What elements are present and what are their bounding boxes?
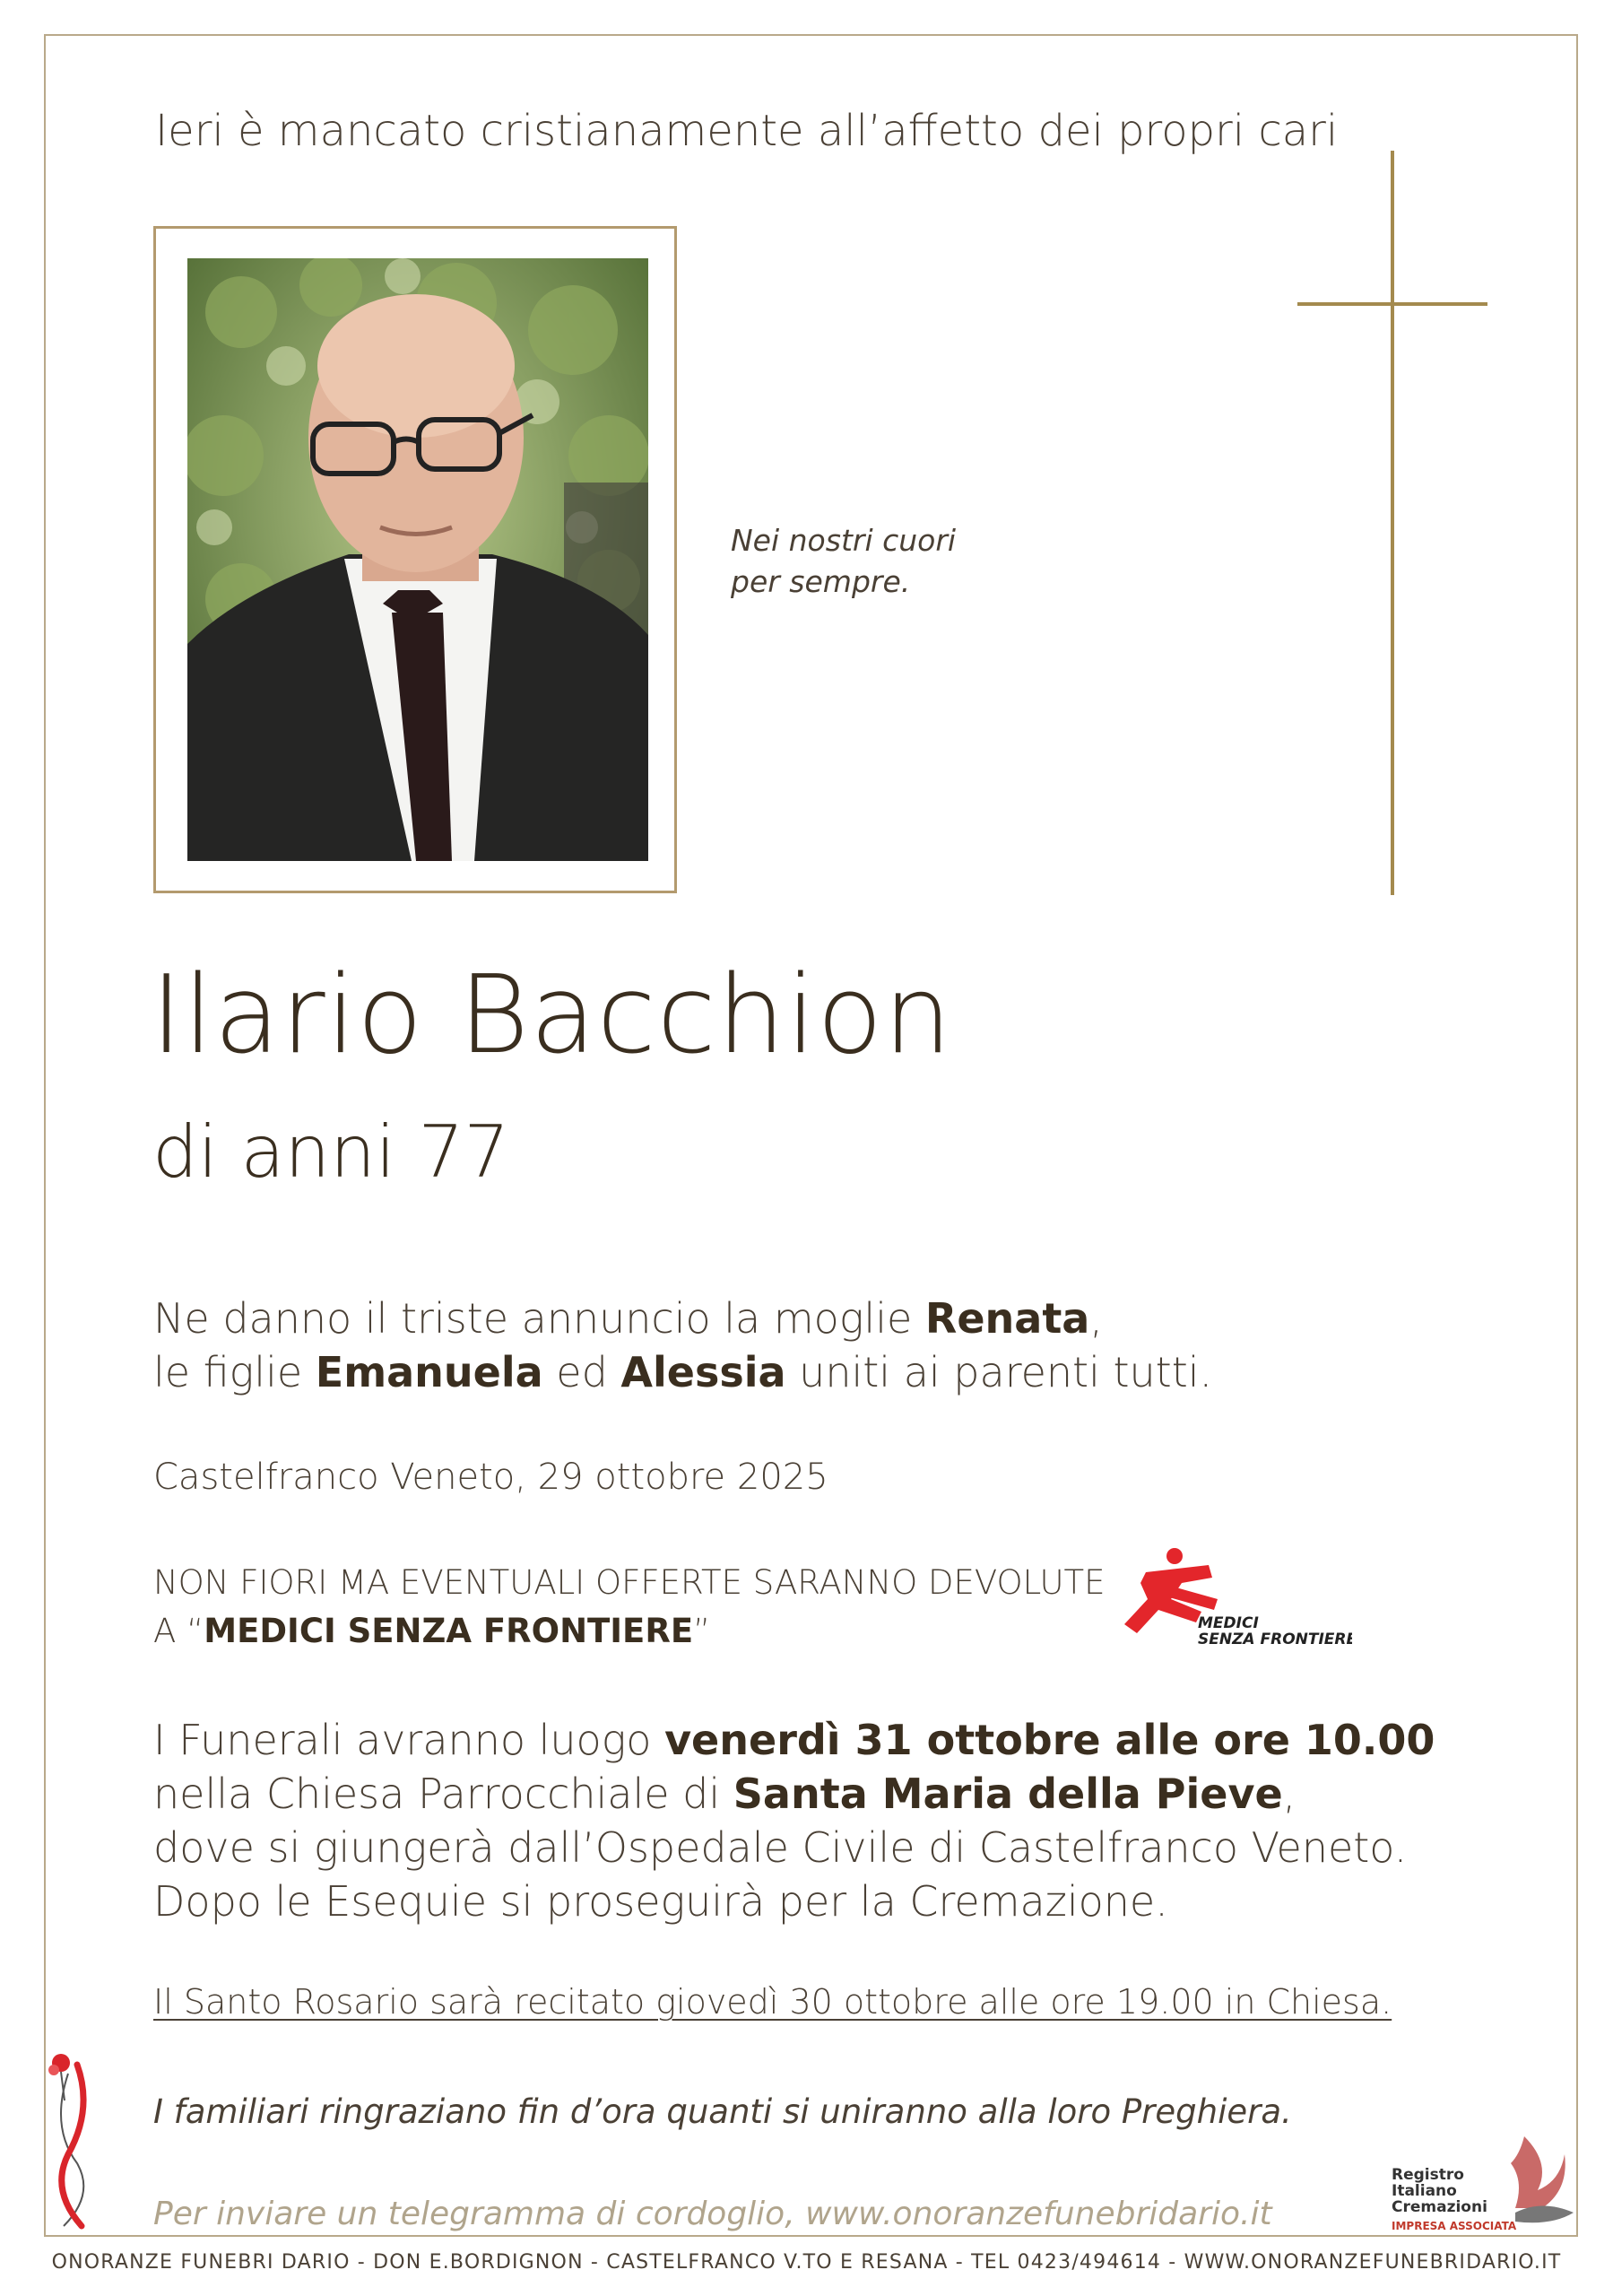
intro-text: Ieri è mancato cristianamente all’affetto dei propri cari: [155, 106, 1339, 156]
quote-line-1: Nei nostri cuori: [731, 523, 957, 558]
funeral-text-3: dove si giungerà dall’Ospedale Civile di Castelfranco Veneto.: [153, 1823, 1408, 1872]
announce-text: Ne danno il triste annuncio la moglie: [153, 1294, 925, 1343]
funeral-text-4: Dopo le Esequie si proseguirà per la Cremazione.: [153, 1877, 1168, 1926]
announcement: [153, 1292, 1212, 1399]
funeral-text-1: I Funerali avranno luogo: [153, 1716, 665, 1764]
donation-org: MEDICI SENZA FRONTIERE: [204, 1612, 694, 1650]
funeral-church: Santa Maria della Pieve: [733, 1770, 1283, 1818]
flower-logo-icon: [41, 2047, 104, 2235]
place-date: Castelfranco Veneto, 29 ottobre 2025: [153, 1457, 828, 1498]
portrait-photo: [187, 258, 648, 861]
funeral-comma: ,: [1282, 1770, 1296, 1818]
quote-text: [731, 520, 956, 603]
daughter-name-2: Alessia: [620, 1348, 786, 1396]
ric-logo-line-3: Cremazioni: [1392, 2198, 1487, 2216]
quote-line-2: per sempre.: [731, 564, 911, 599]
donation-note: [153, 1559, 1106, 1656]
footer-address: ONORANZE FUNEBRI DARIO - DON E.BORDIGNON - CASTELFRANCO V.TO E RESANA - TEL 0423/494614 - WWW.ONORANZEFUNEBRIDARIO.IT: [51, 2251, 1562, 2274]
wife-name: Renata: [924, 1294, 1090, 1343]
portrait-illustration: [187, 258, 648, 861]
funeral-datetime: venerdì 31 ottobre alle ore 10.00: [664, 1716, 1435, 1764]
deceased-name: Ilario Bacchion: [151, 953, 953, 1078]
announce-text-2: le figlie: [153, 1348, 316, 1396]
portrait-frame: [153, 226, 677, 893]
msf-logo-line-2: SENZA FRONTIERE: [1198, 1631, 1352, 1646]
flame-icon: [1511, 2136, 1565, 2208]
donation-suffix: ”: [693, 1612, 711, 1650]
donation-line-1: NON FIORI MA EVENTUALI OFFERTE SARANNO DEVOLUTE: [153, 1563, 1106, 1602]
announce-end: uniti ai parenti tutti.: [785, 1348, 1213, 1396]
msf-logo-line-1: MEDICI: [1198, 1614, 1259, 1632]
announce-and: ed: [542, 1348, 621, 1396]
msf-running-man-icon: [1119, 1547, 1352, 1646]
deceased-age: di anni 77: [152, 1110, 510, 1194]
funeral-text-2: nella Chiesa Parrocchiale di: [153, 1770, 733, 1818]
rosary-note: Il Santo Rosario sarà recitato giovedì 30 ottobre alle ore 19.00 in Chiesa.: [153, 1982, 1392, 2022]
telegram-link[interactable]: Per inviare un telegramma di cordoglio, www.onoranzefunebridario.it: [153, 2196, 1272, 2232]
thanks-note: I familiari ringraziano fin d’ora quanti si uniranno alla loro Preghiera.: [153, 2092, 1292, 2131]
daughter-name-1: Emanuela: [315, 1348, 543, 1396]
ric-logo-line-2: Italiano: [1392, 2182, 1457, 2200]
ric-logo-line-4: IMPRESA ASSOCIATA: [1392, 2220, 1517, 2232]
cremation-registry-logo: [1390, 2127, 1578, 2235]
ric-logo-line-1: Registro: [1392, 2166, 1464, 2184]
cross-icon-vertical: [1391, 151, 1394, 895]
announce-comma: ,: [1089, 1294, 1103, 1343]
donation-prefix: A “: [153, 1612, 204, 1650]
msf-logo: [1119, 1547, 1352, 1646]
funeral-info: [153, 1713, 1435, 1928]
cross-icon-horizontal: [1297, 302, 1487, 306]
wing-icon: [1515, 2206, 1574, 2223]
